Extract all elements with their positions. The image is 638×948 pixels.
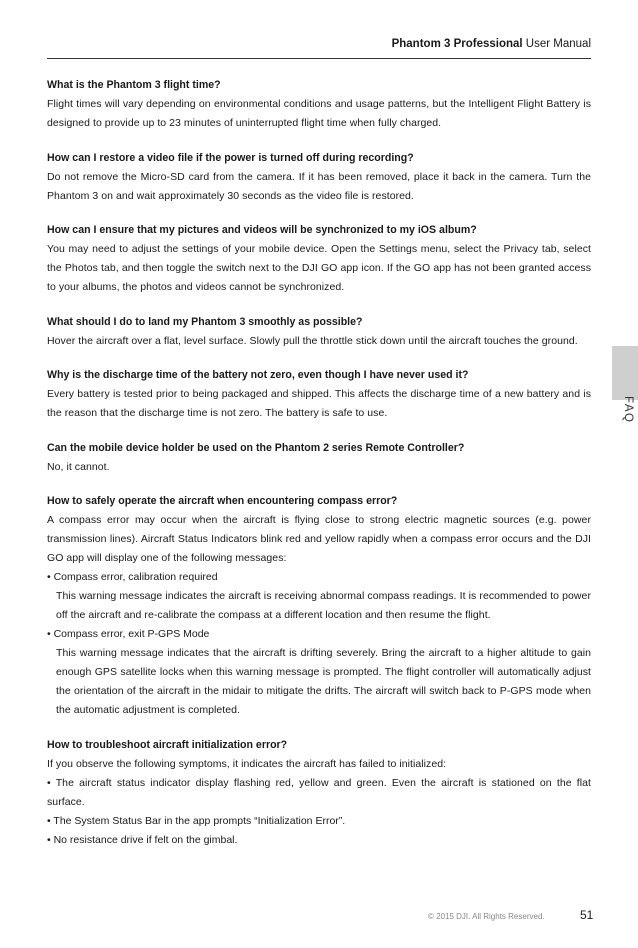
bullet-description: This warning message indicates that the aircraft is drifting severely. Bring the aircraft to a higher altitude to gain enough GPS satellite locks when this warning message is prompted. The flight controller will automatically adjust the orientation of the aircraft in the midair to mitigate the drifts. The aircraft will switch back to P-GPS mode when the automatic adjustment is completed. [56, 647, 591, 716]
faq-answer: If you observe the following symptoms, it indicates the aircraft has failed to initialized: [47, 757, 447, 770]
faq-question: How can I ensure that my pictures and videos will be synchronized to my iOS album? [47, 224, 477, 236]
bullet-item: • The aircraft status indicator display flashing red, yellow and green. Even the aircraft is stationed on the flat surface. [47, 776, 591, 808]
faq-answer: Do not remove the Micro-SD card from the camera. If it has been removed, place it back in the camera. Turn the Phantom 3 on and wait approximately 30 seconds as the video file is restored. [47, 170, 591, 202]
faq-item-compass [47, 492, 591, 720]
faq-question: What should I do to land my Phantom 3 smoothly as possible? [47, 315, 363, 328]
faq-item [47, 439, 591, 477]
header-title-rest: User Manual [522, 38, 591, 50]
bullet-item: • Compass error, calibration required [47, 571, 218, 583]
faq-item [47, 366, 591, 423]
faq-item [47, 313, 591, 351]
faq-question: How to troubleshoot aircraft initialization error? [47, 738, 288, 751]
faq-item [47, 76, 591, 133]
page-number: 51 [580, 908, 594, 922]
faq-question: How to safely operate the aircraft when encountering compass error? [47, 495, 398, 507]
bullet-description: This warning message indicates the aircraft is receiving abnormal compass readings. It is recommended to power off the aircraft and re-calibrate the compass at a different location and then resume the flight. [56, 590, 591, 621]
faq-answer: Flight times will vary depending on environmental conditions and usage patterns, but the Intelligent Flight Battery is designed to provide up to 23 minutes of uninterrupted flight time when fully charged. [47, 98, 591, 129]
faq-question: How can I restore a video file if the power is turned off during recording? [47, 151, 414, 164]
faq-question: Can the mobile device holder be used on the Phantom 2 series Remote Controller? [47, 441, 465, 454]
faq-question: Why is the discharge time of the battery not zero, even though I have never used it? [47, 369, 469, 381]
faq-question: What is the Phantom 3 flight time? [47, 79, 221, 91]
bullet-item: • Compass error, exit P-GPS Mode [47, 628, 210, 640]
bullet-item: • No resistance drive if felt on the gimbal. [47, 833, 238, 846]
header-title-bold: Phantom 3 Professional [391, 38, 523, 50]
faq-item [47, 149, 591, 206]
faq-answer: Every battery is tested prior to being packaged and shipped. This affects the discharge time of a new battery and is the reason that the discharge time is not zero. The battery is safe to use. [47, 388, 591, 419]
faq-item [47, 221, 591, 297]
page-header [47, 36, 591, 59]
bullet-item: • The System Status Bar in the app prompts “Initialization Error”. [47, 814, 346, 827]
faq-answer: You may need to adjust the settings of your mobile device. Open the Settings menu, select the Privacy tab, select the Photos tab, and then toggle the switch next to the DJI GO app icon. If the GO app has not been granted access to your albums, the photos and videos cannot be synchronized. [47, 243, 591, 293]
faq-answer: Hover the aircraft over a flat, level surface. Slowly pull the throttle stick down until the aircraft touches the ground. [47, 334, 578, 347]
side-tab-label: FAQ [622, 396, 634, 424]
faq-item-init-error [47, 736, 591, 850]
faq-content [47, 76, 591, 865]
footer-copyright: © 2015 DJI. All Rights Reserved. [428, 912, 545, 921]
faq-answer: A compass error may occur when the aircraft is flying close to strong electric magnetic sources (e.g. power transmission lines). Aircraft Status Indicators blink red and yellow rapidly when a compass error occurs and the DJI GO app will display one of the following messages: [47, 514, 591, 564]
faq-answer: No, it cannot. [47, 460, 110, 473]
